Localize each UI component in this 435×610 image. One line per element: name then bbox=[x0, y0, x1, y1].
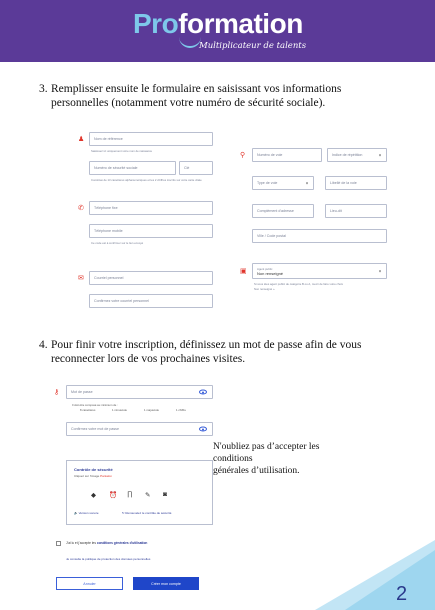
logo-smile-icon bbox=[179, 32, 201, 48]
pw-rule-3: 1 majuscule bbox=[144, 408, 159, 412]
captcha-images bbox=[91, 491, 191, 499]
privacy-link[interactable]: Je consulte la politique de protection des données personnelles bbox=[66, 557, 151, 561]
proformation-logo bbox=[133, 8, 333, 58]
cgu-link[interactable]: conditions générales d'utilisation bbox=[96, 541, 148, 545]
agent-public-select[interactable]: Agent public Non renseigné ▾ bbox=[252, 263, 387, 279]
cgu-label: J'ai lu et j'accepte les conditions générales d'utilisation bbox=[66, 541, 148, 545]
chevron-down-icon: ▾ bbox=[378, 152, 381, 158]
captcha-box bbox=[66, 460, 213, 525]
location-pin-icon: ⚲ bbox=[240, 152, 246, 159]
complement-adresse-input[interactable]: Complément d'adresse bbox=[252, 204, 314, 218]
lieu-dit-input[interactable]: Lieu-dit bbox=[325, 204, 387, 218]
nom-hint: Saisissez ici uniquement votre nom de naissance bbox=[91, 149, 153, 153]
tag-icon[interactable]: ◆ bbox=[91, 492, 96, 499]
secu-hint: Constitué de 13 caractères alphanumériques et les 2 chiffres inscrits sur votre carte vitale bbox=[91, 178, 202, 182]
create-account-button[interactable]: Créer mon compte bbox=[133, 577, 199, 590]
agent-hint-2: Non renseigné » bbox=[254, 287, 275, 291]
pw-rule-2: 1 minuscule bbox=[112, 408, 127, 412]
phone-icon: ✆ bbox=[78, 205, 84, 212]
pw-rule-4: 1 chiffre bbox=[176, 408, 186, 412]
camera-icon[interactable]: ◙ bbox=[163, 491, 167, 498]
ville-cp-input[interactable]: Ville / Code postal bbox=[252, 229, 387, 243]
user-icon: ♟ bbox=[78, 136, 85, 143]
agent-hint-1: Si vous êtes agent public de catégorie B ou A, merci de faire votre choix bbox=[254, 282, 344, 286]
logo-text: Proformation bbox=[133, 8, 303, 39]
step-3-instruction: 3. Remplisser ensuite le formulaire en saisissant vos informations personnelles (notamment votre numéro de sécurité sociale). bbox=[39, 83, 342, 109]
page-number: 2 bbox=[396, 583, 408, 605]
step-4-instruction: 4. Pour finir votre inscription, définissez un mot de passe afin de vous reconnecter lors de vos prochaines visites. bbox=[39, 339, 362, 365]
numero-voie-input[interactable]: Numéro de voie bbox=[252, 148, 322, 162]
captcha-title: Contrôle de sécurité bbox=[74, 467, 113, 472]
refresh-captcha-link[interactable]: ↻ Renouvelez le contrôle de sécurité bbox=[122, 511, 172, 515]
alarm-clock-icon[interactable]: ⏰ bbox=[109, 492, 118, 499]
libelle-voie-input[interactable]: Libellé de la voie bbox=[325, 176, 387, 190]
corner-decoration bbox=[315, 540, 435, 610]
courriel-input[interactable]: Courriel personnel bbox=[89, 271, 213, 285]
key-icon: ⚷ bbox=[54, 389, 60, 396]
password-input[interactable]: Mot de passe bbox=[66, 385, 213, 399]
tel-mobile-input[interactable]: Téléphone mobile bbox=[89, 224, 213, 238]
cle-input[interactable]: Clé bbox=[179, 161, 213, 175]
pw-rule-1: 8 caractères bbox=[80, 408, 96, 412]
chevron-down-icon: ▾ bbox=[378, 268, 381, 274]
cancel-button[interactable]: Annuler bbox=[56, 577, 123, 590]
eye-icon[interactable] bbox=[199, 427, 207, 432]
indice-repetition-select[interactable]: Indice de répétition ▾ bbox=[327, 148, 387, 162]
mobile-hint: Ce code est à confirmer sur le lien envoyé bbox=[91, 241, 144, 245]
logo-tagline: Multiplicateur de talents bbox=[199, 41, 307, 51]
confirm-courriel-input[interactable]: Confirmez votre courriel personnel bbox=[89, 294, 213, 308]
nom-reference-input[interactable]: Nom de référence bbox=[89, 132, 213, 146]
pw-rules: Il doit être composé au minimum de : bbox=[72, 403, 118, 407]
type-voie-select[interactable]: Type de voie ▾ bbox=[252, 176, 314, 190]
pants-icon[interactable]: ∏ bbox=[127, 491, 133, 498]
eye-icon[interactable] bbox=[199, 390, 207, 395]
envelope-icon: ✉ bbox=[78, 275, 84, 282]
header-banner bbox=[0, 0, 435, 62]
audio-version-link[interactable]: 🔈 Version sonore bbox=[74, 511, 99, 515]
captcha-instruction: Cliquez sur l'image Pantalon bbox=[74, 474, 112, 478]
tel-fixe-input[interactable]: Téléphone fixe bbox=[89, 201, 213, 215]
cgu-reminder-note: N'oubliez pas d’accepter les conditions générales d’utilisation. bbox=[213, 442, 320, 476]
num-secu-input[interactable]: Numéro de sécurité sociale bbox=[89, 161, 176, 175]
cgu-checkbox[interactable] bbox=[56, 541, 61, 546]
chevron-down-icon: ▾ bbox=[305, 180, 308, 186]
confirm-password-input[interactable]: Confirmez votre mot de passe bbox=[66, 422, 213, 436]
briefcase-icon: ▣ bbox=[240, 268, 247, 275]
clip-icon[interactable]: ✎ bbox=[145, 492, 151, 499]
